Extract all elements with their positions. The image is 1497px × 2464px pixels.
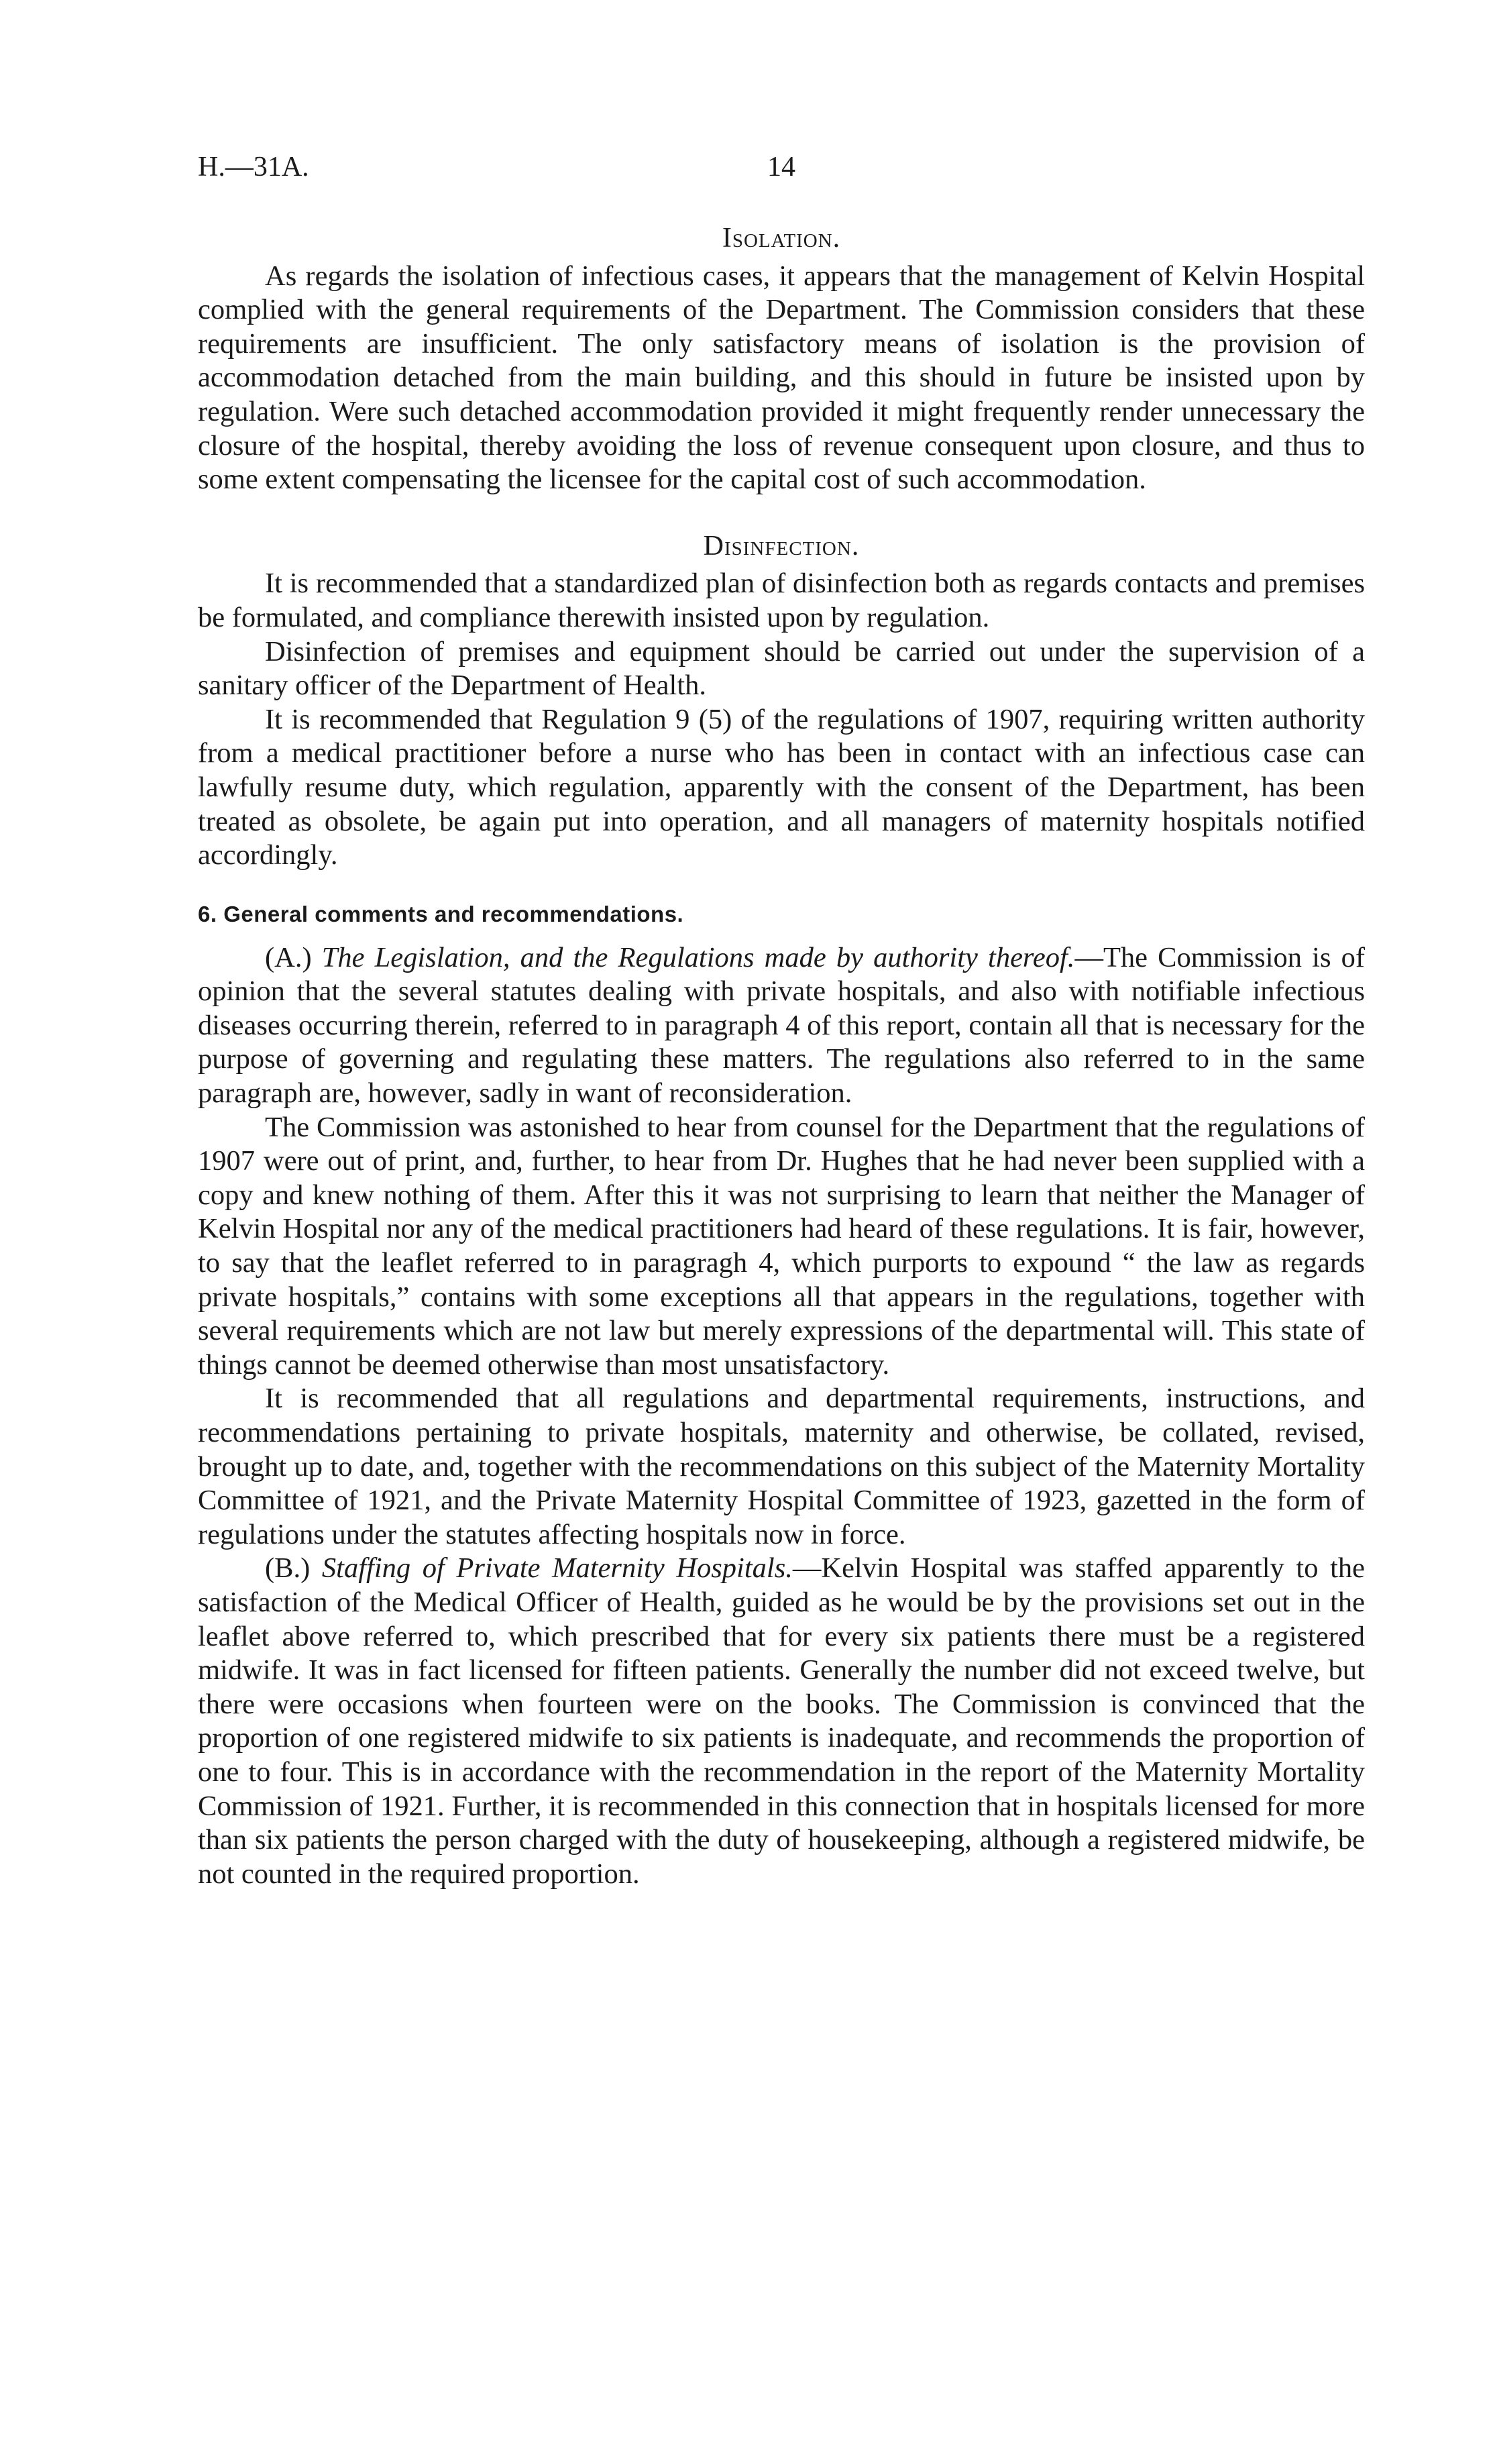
disinfection-paragraph-3: It is recommended that Regulation 9 (5) of the regulations of 1907, requiring written authority from a medical practitioner before a nurse who has been in contact with an infectious case can lawfully resume duty, which regulation, apparently with the consent of the Department, has been treated as obsolete, be again put into operation, and all managers of maternity hospitals notified accordingly. xyxy=(198,703,1365,871)
legislation-paragraph xyxy=(198,941,1365,1111)
disinfection-paragraph-1: It is recommended that a standardized plan of disinfection both as regards contacts and premises be formulated, and compliance therewith insisted upon by regulation. xyxy=(198,568,1365,633)
page-body xyxy=(198,221,1365,1891)
staffing-label: (B.) xyxy=(265,1552,311,1585)
isolation-heading: Isolation. xyxy=(722,223,841,254)
staffing-text: —Kelvin Hospital was staffed apparently to the satisfaction of the Medical Officer of Health, guided as he would be by the provisions set out in the leaflet above referred to, which prescribed that for every six patients there must be a registered midwife. It was in fact licensed for fifteen patients. Generally the number did not exceed twelve, but there were occasions when fourteen were on the books. The Commission is convinced that the proportion of one registered midwife to six patients is inadequate, and recommends the proportion of one to four. This is in accordance with the recommendation in the report of the Maternity Mortality Commission of 1921. Further, it is recommended in this connection that in hospitals licensed for more than six patients the person charged with the duty of housekeeping, although a registered midwife, be not counted in the required proportion. xyxy=(198,1552,1365,1890)
disinfection-paragraph-2: Disinfection of premises and equipment should be carried out under the supervision of a sanitary officer of the Department of Health. xyxy=(198,635,1365,702)
general-comments-heading: 6. General comments and recommendations. xyxy=(198,901,684,926)
staffing-paragraph xyxy=(198,1552,1365,1891)
isolation-paragraph: As regards the isolation of infectious cases, it appears that the management of Kelvin Hospital complied with the general requirements of the Department. The Commission considers that these requirements are insufficient. The only satisfactory means of isolation is the provision of accommodation detached from the main building, and this should in future be insisted upon by regulation. Were such detached accommodation provided it might frequently render unnecessary the closure of the hospital, thereby avoiding the loss of revenue consequent upon closure, and thus to some extent compensating the licensee for the capital cost of such accommodation. xyxy=(198,260,1365,496)
document-reference: H.—31A. xyxy=(198,152,309,182)
staffing-title: Staffing of Private Maternity Hospitals. xyxy=(321,1552,793,1585)
legislation-label: (A.) xyxy=(265,941,312,973)
running-header xyxy=(198,151,1365,191)
collation-recommendation-paragraph: It is recommended that all regulations and departmental requirements, instructions, and recommendations pertaining to private hospitals, maternity and otherwise, be collated, revised, brought up to date, and, together with the recommendations on this subject of the Maternity Mortality Committee of 1921, and the Private Maternity Hospital Committee of 1923, gazetted in the form of regulations under the statutes affecting hospitals now in force. xyxy=(198,1383,1365,1550)
legislation-text: —The Commission is of opinion that the several statutes dealing with private hospitals, and also with notifiable infectious diseases occurring therein, referred to in paragraph 4 of this report, contain all that is necessary for the purpose of governing and regulating these matters. The regulations also referred to in the same paragraph are, however, sadly in want of reconsideration. xyxy=(198,941,1366,1110)
legislation-title: The Legislation, and the Regulations made by authority thereof. xyxy=(321,941,1075,973)
page-number: 14 xyxy=(767,152,795,182)
regulations-out-of-print-paragraph: The Commission was astonished to hear from counsel for the Department that the regulations of 1907 were out of print, and, further, to hear from Dr. Hughes that he had never been supplied with a copy and knew nothing of them. After this it was not surprising to learn that neither the Manager of Kelvin Hospital nor any of the medical practitioners had heard of these regulations. It is fair, however, to say that the leaflet referred to in paragragh 4, which purports to expound “ the law as regards private hospitals,” contains with some exceptions all that appears in the regulations, together with several requirements which are not law but merely expressions of the departmental will. This state of things cannot be deemed otherwise than most unsatisfactory. xyxy=(198,1111,1365,1381)
disinfection-heading: Disinfection. xyxy=(703,530,860,561)
